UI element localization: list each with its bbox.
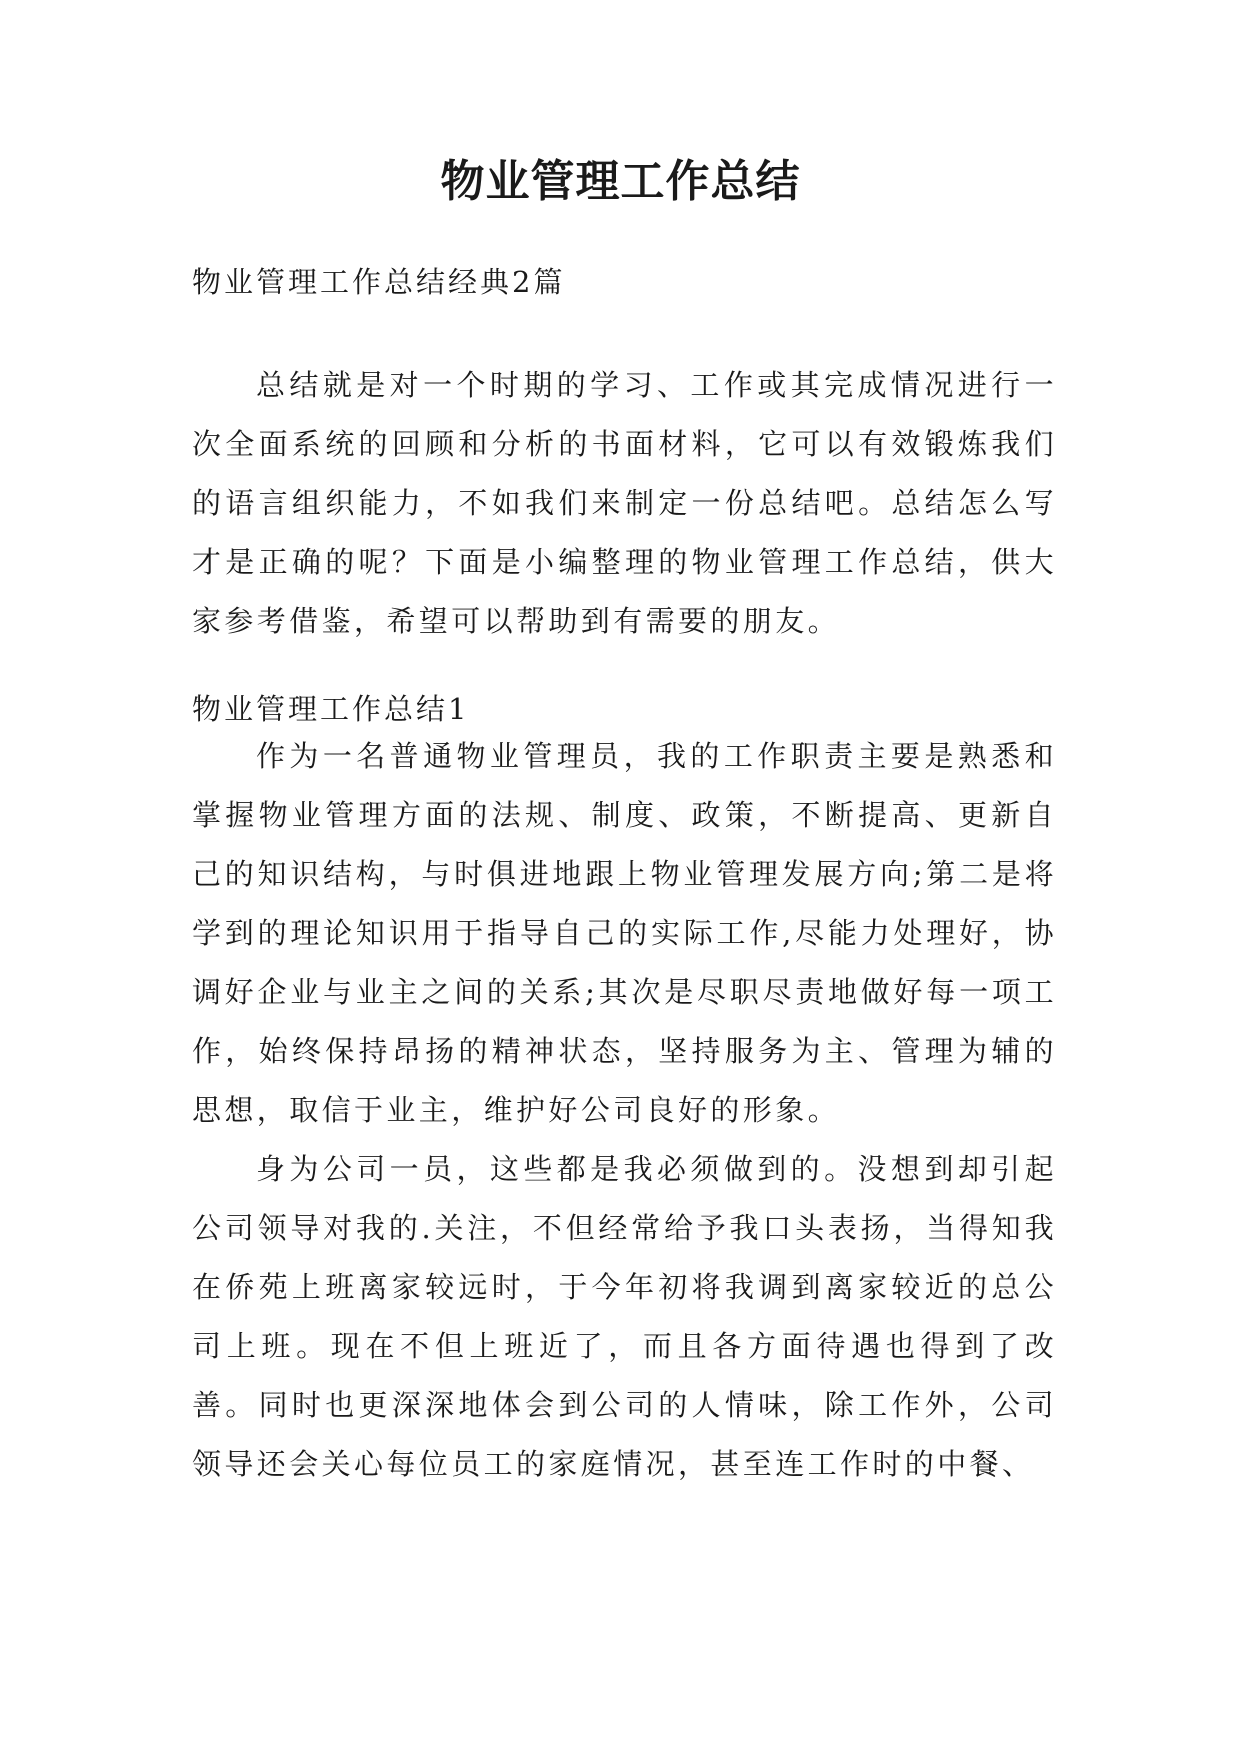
intro-paragraph: 总结就是对一个时期的学习、工作或其完成情况进行一次全面系统的回顾和分析的书面材料，它可以有效锻炼我们的语言组织能力，不如我们来制定一份总结吧。总结怎么写才是正确的呢？下面是小编整理的物业管理工作总结，供大家参考借鉴，希望可以帮助到有需要的朋友。	[192, 368, 1057, 638]
section1-body	[192, 727, 1057, 1494]
section-heading: 物业管理工作总结1	[192, 692, 470, 726]
section1-paragraph-2: 身为公司一员，这些都是我必须做到的。没想到却引起公司领导对我的.关注，不但经常给予我口头表扬，当得知我在侨苑上班离家较远时，于今年初将我调到离家较近的总公司上班。现在不但上班近了，而且各方面待遇也得到了改善。同时也更深深地体会到公司的人情味，除工作外，公司领导还会关心每位员工的家庭情况，甚至连工作时的中餐、	[192, 1152, 1057, 1481]
intro-block	[192, 356, 1057, 651]
document-title: 物业管理工作总结	[440, 156, 801, 207]
section1-paragraph-1: 作为一名普通物业管理员，我的工作职责主要是熟悉和掌握物业管理方面的法规、制度、政策，不断提高、更新自己的知识结构，与时俱进地跟上物业管理发展方向;第二是将学到的理论知识用于指导自己的实际工作,尽能力处理好，协调好企业与业主之间的关系;其次是尽职尽责地做好每一项工作，始终保持昂扬的精神状态，坚持服务为主、管理为辅的思想，取信于业主，维护好公司良好的形象。	[192, 739, 1057, 1127]
document-subtitle: 物业管理工作总结经典2篇	[192, 265, 566, 299]
